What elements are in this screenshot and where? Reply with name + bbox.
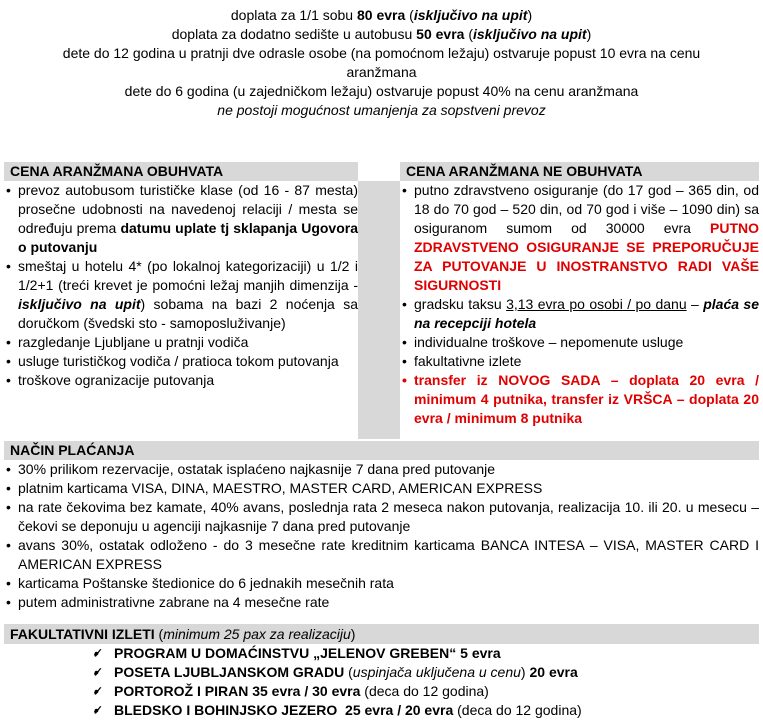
list-item: [400, 295, 759, 333]
check-icon: • ✓: [92, 664, 104, 680]
text: minimum 25 pax za realizaciju: [163, 626, 351, 642]
list-item: • fakultativne izlete: [400, 352, 759, 371]
includes-header: CENA ARANŽMANA OBUHVATA: [4, 162, 358, 181]
price: 80 evra: [357, 7, 406, 23]
text: PORTOROŽ I PIRAN 35 evra / 30 evra: [114, 683, 361, 699]
list-item: • razgledanje Ljubljane u pratnji vodiča: [4, 333, 358, 352]
payment-section: [4, 441, 759, 612]
text: BLEDSKO I BOHINJSKO JEZERO 25 evra / 20 evra: [114, 702, 454, 718]
text: datumu uplate tj sklapanja Ugovora o putovanju: [18, 220, 358, 255]
text: ): [527, 7, 533, 23]
gray-fill: [358, 181, 400, 439]
list-item: • platnim karticama VISA, DINA, MAESTRO, MASTER CARD, AMERICAN EXPRESS: [4, 479, 759, 498]
text: PROGRAM U DOMAĆINSTVU „JELENOV GREBEN“ 5 evra: [114, 645, 501, 661]
excludes-section: [400, 162, 759, 428]
text: –: [686, 296, 704, 312]
text: smeštaj u hotelu 4* (po lokalnoj kategorizaciji) u 1/2 i 1/2+1 (treći krevet je pomoćni ležaj manjih dimenzija -: [18, 258, 358, 293]
text: 3,13 evra po osobi / po danu: [506, 296, 687, 312]
payment-list: [4, 460, 759, 612]
text: FAKULTATIVNI IZLETI: [10, 626, 155, 642]
list-item: • usluge turističkog vodiča / pratioca tokom putovanja: [4, 352, 358, 371]
text: ): [586, 26, 592, 42]
bus-seat-supplement: [0, 25, 763, 44]
excludes-list: [400, 181, 759, 428]
intro-notes: [0, 6, 763, 120]
list-item: [92, 701, 759, 720]
text: (deca do 12 godina): [360, 683, 489, 699]
text: isključivo na upit: [18, 296, 141, 312]
list-item: [92, 663, 759, 682]
child-discount-12: dete do 12 godina u pratnji dve odrasle osobe (na pomoćnom ležaju) ostvaruje popust 10 evra na cenu: [62, 45, 701, 61]
text: plaća se na recepciji hotela: [414, 296, 759, 331]
single-room-supplement: [0, 6, 763, 25]
price: 50 evra: [416, 26, 465, 42]
includes-section: [4, 162, 358, 390]
child-discount-12-cont: aranžmana: [346, 64, 417, 80]
text: uspinjača uključena u cenu: [352, 664, 521, 680]
payment-header: NAČIN PLAĆANJA: [4, 441, 759, 460]
text: doplata za dodatno sedište u autobusu: [171, 26, 417, 42]
text: (: [344, 664, 353, 680]
check-icon: • ✓: [92, 683, 104, 699]
excludes-header: CENA ARANŽMANA NE OBUHVATA: [400, 162, 759, 181]
excursions-list: [92, 644, 759, 720]
on-request-note: isključivo na upit: [473, 26, 587, 42]
list-item: [4, 257, 358, 333]
text: ): [350, 626, 356, 642]
list-item: • putem administrativne zabrane na 4 mesečne rate: [4, 593, 759, 612]
text: (deca do 12 godina): [453, 702, 582, 718]
list-item: [4, 181, 358, 257]
list-item: • transfer iz NOVOG SADA – doplata 20 evra / minimum 4 putnika, transfer iz VRŠCA – doplata 20 evra / minimum 8 putnika: [400, 371, 759, 428]
text: gradsku taksu: [414, 296, 507, 312]
list-item: • karticama Poštanske štedionice do 6 jednakih mesečnih rata: [4, 574, 759, 593]
list-item: • 30% prilikom rezervacije, ostatak isplaćeno najkasnije 7 dana pred putovanje: [4, 460, 759, 479]
text: putno zdravstveno osiguranje (do 17 god – 365 din, od 18 do 70 god – 520 din, od 70 god i više – 1090 din) sa osiguranom sumom od 30000 evra: [414, 182, 759, 236]
text: (: [464, 26, 473, 42]
text: 20 evra: [529, 664, 578, 680]
list-item: [92, 682, 759, 701]
excursions-section: [4, 624, 759, 720]
insurance-warning: PUTNO ZDRAVSTVENO OSIGURANJE SE PREPORUČUJE ZA PUTOVANJE U INOSTRANSTVO RADI VAŠE SIGURNOSTI: [414, 220, 760, 293]
list-item: • troškove ogranizacije putovanja: [4, 371, 358, 390]
list-item: • avans 30%, ostatak odloženo - do 3 mesečne rate kreditnim karticama BANCA INTESA – VISA, MASTER CARD I AMERICAN EXPRESS: [4, 536, 759, 574]
excursions-header: [4, 624, 759, 644]
list-item: [400, 181, 759, 295]
list-item: • na rate čekovima bez kamate, 40% avans, poslednja rata 2 meseca nakon putovanja, realizacija 10. ili 20. u mesecu – čekovi se deponuju u agenciji najkasnije 7 dana pred putovanje: [4, 498, 759, 536]
list-item: • individualne troškove – nepomenute usluge: [400, 333, 759, 352]
own-transport-note: ne postoji mogućnost umanjenja za sopstveni prevoz: [217, 102, 546, 118]
on-request-note: isključivo na upit: [413, 7, 528, 23]
check-icon: • ✓: [92, 702, 104, 718]
text: (: [405, 7, 414, 23]
check-icon: • ✓: [92, 645, 104, 661]
text: prevoz autobusom turističke klase (od 16 - 87 mesta) prosečne udobnosti na navedenoj relaciji / mesta se određuju prema: [18, 182, 358, 236]
text: ) sobama na bazi 2 noćenja sa doručkom (švedski sto - samoposluživanje): [18, 296, 358, 331]
text: ): [520, 664, 530, 680]
includes-list: [4, 181, 358, 390]
child-discount-6: dete do 6 godina (u zajedničkom ležaju) ostvaruje popust 40% na cenu aranžmana: [124, 83, 639, 99]
text: doplata za 1/1 sobu: [230, 7, 357, 23]
list-item: [92, 644, 759, 663]
text: (: [154, 626, 164, 642]
text: POSETA LJUBLJANSKOM GRADU: [114, 664, 345, 680]
